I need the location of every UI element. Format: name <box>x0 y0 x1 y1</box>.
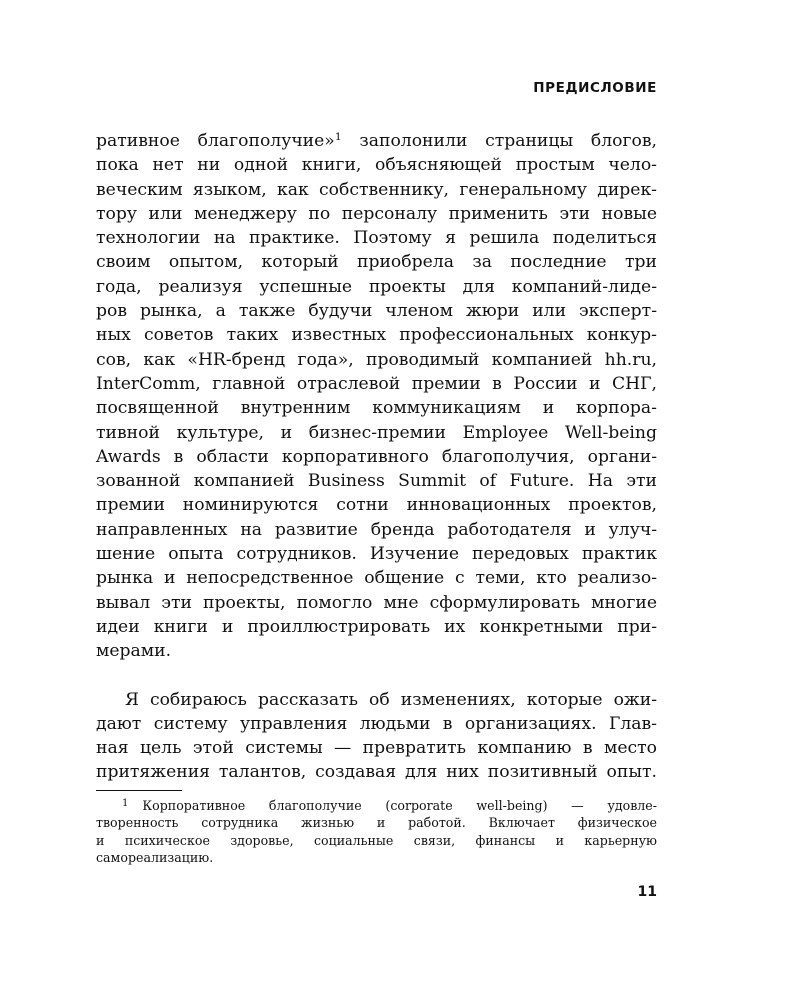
text-line: сов, как «HR-бренд года», проводимый компанией hh.ru, <box>96 349 657 370</box>
footnote-line: творенность сотрудника жизнью и работой. Включает физическое <box>96 815 657 831</box>
footnote-line: самореализацию. <box>96 849 214 865</box>
text-line: премии номинируются сотни инновационных проектов, <box>96 495 657 516</box>
page-number: 11 <box>637 884 657 900</box>
text-line: направленных на развитие бренда работодателя и улуч- <box>96 519 657 540</box>
text-line: дают систему управления людьми в организациях. Глав- <box>96 713 657 734</box>
text-line: Awards в области корпоративного благополучия, органи- <box>96 446 657 467</box>
footnote-reference: 1 <box>334 130 342 144</box>
text-line: своим опытом, который приобрела за последние три <box>96 252 657 273</box>
footnote-number: 1 <box>122 798 129 810</box>
text-line: пока нет ни одной книги, объясняющей простым чело- <box>96 155 657 176</box>
text-line: мерами. <box>96 641 172 662</box>
main-text <box>96 129 657 785</box>
footnote-line: и психическое здоровье, социальные связи, финансы и карьерную <box>96 832 657 848</box>
text-line: шение опыта сотрудников. Изучение передовых практик <box>96 544 657 565</box>
text-line: технологии на практике. Поэтому я решила поделиться <box>96 228 657 249</box>
footnote-line: $^1$ Корпоративное благополучие (corporate well-being) — удовле- <box>122 798 657 813</box>
paragraph-gap <box>96 664 657 688</box>
text-line: зованной компанией Business Summit of Future. На эти <box>96 471 657 492</box>
text-line: ных советов таких известных профессиональных конкур- <box>96 325 657 346</box>
text-line: идеи книги и проиллюстрировать их конкретными при- <box>96 616 657 637</box>
text-line: Я собираюсь рассказать об изменениях, которые ожи- <box>125 689 657 710</box>
text-line: тору или менеджеру по персоналу применить эти новые <box>96 203 657 224</box>
text-line: тивной культуре, и бизнес-премии Employee Well-being <box>96 422 657 443</box>
footnote <box>96 797 657 866</box>
text-line: ров рынка, а также будучи членом жюри или эксперт- <box>96 301 657 322</box>
text-line: рынка и непосредственное общение с теми, кто реализо- <box>96 568 657 589</box>
running-head: ПРЕДИСЛОВИЕ <box>533 80 657 96</box>
text-line: вывал эти проекты, помогло мне сформулировать многие <box>96 592 657 613</box>
text-line: InterComm, главной отраслевой премии в России и СНГ, <box>96 373 657 394</box>
text-line: посвященной внутренним коммуникациям и корпора- <box>96 398 657 419</box>
text-line: веческим языком, как собственнику, генеральному дирек- <box>96 179 657 200</box>
text-line: ративное благополучие»$^1$ заполонили страницы блогов, <box>96 130 657 151</box>
text-line: ная цель этой системы — превратить компанию в место <box>96 738 657 759</box>
text-line: притяжения талантов, создавая для них позитивный опыт. <box>96 762 657 783</box>
footnote-divider <box>96 790 182 791</box>
text-line: года, реализуя успешные проекты для компаний-лиде- <box>96 276 657 297</box>
